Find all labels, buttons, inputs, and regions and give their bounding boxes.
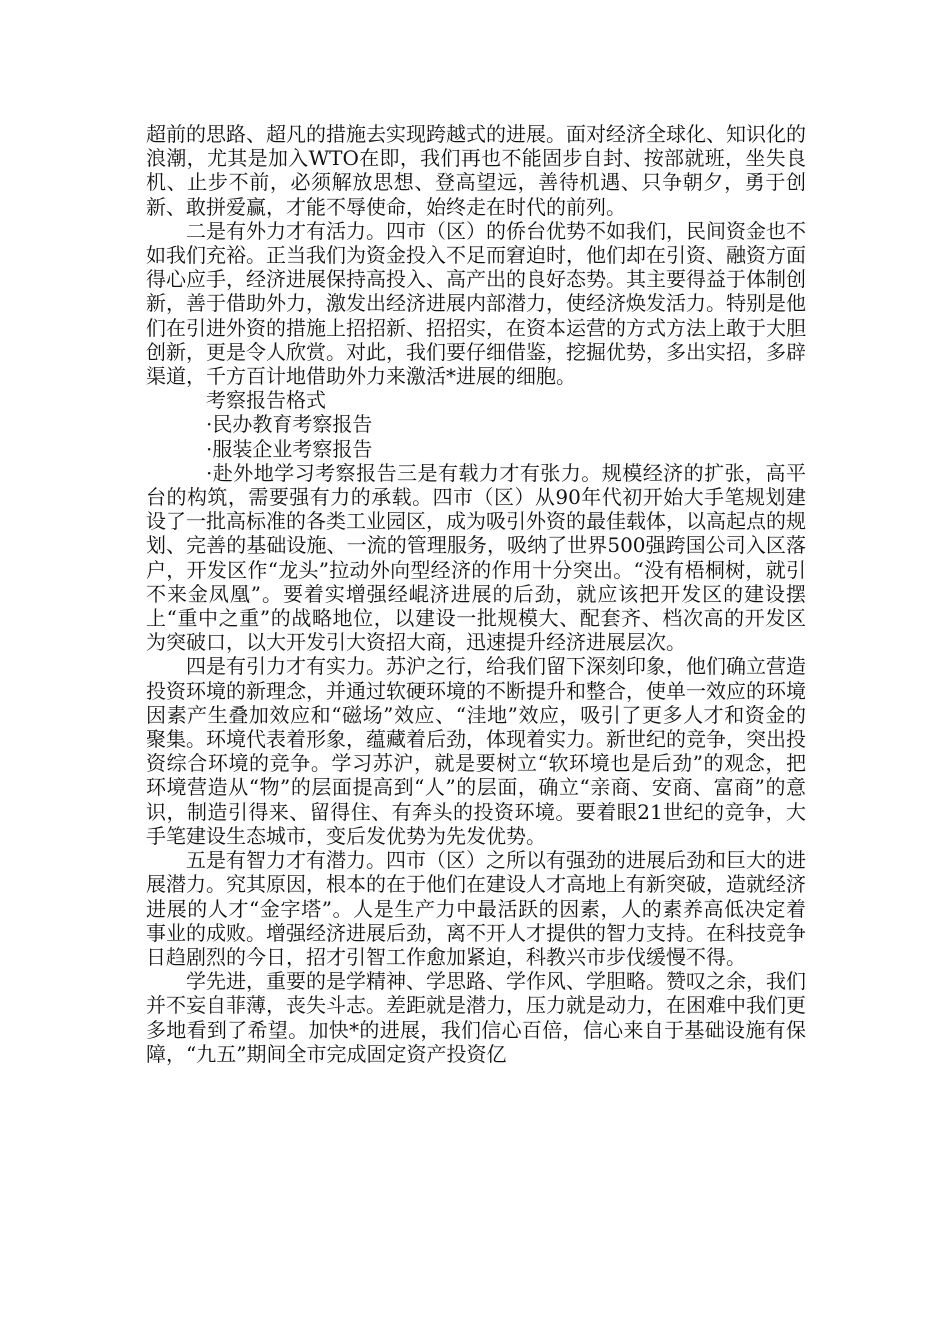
bullet-item-education: ·民办教育考察报告 — [206, 412, 373, 437]
bullet-item-garment: ·服装企业考察报告 — [206, 436, 373, 461]
paragraph-continuation: 超前的思路、超凡的措施去实现跨越式的进展。面对经济全球化、知识化的浪潮，尤其是加入WTO在即，我们再也不能固步自封、按部就班，坐失良机、止步不前，必须解放思想、登高望远，善待机遇、只争朝夕，勇于创新、敢拼爱赢，才能不辱使命，始终走在时代的前列。 — [146, 122, 806, 219]
paragraph-carrying-capacity: ·赴外地学习考察报告三是有载力才有张力。规模经济的扩张，高平台的构筑，需要强有力的承载。四市（区）从90年代初开始大手笔规划建设了一批高标准的各类工业园区，成为吸引外资的最佳载体，以高起点的规划、完善的基础设施、一流的管理服务，吸纳了世界500强跨国公司入区落户，开发区作“龙头”拉动外向型经济的作用十分突出。“没有梧桐树，就引不来金凤凰”。要着实增强经崐济进展的后劲，就应该把开发区的建设摆上“重中之重”的战略地位，以建设一批规模大、配套齐、档次高的开发区为突破口，以大开发引大资招大商，迅速提升经济进展层次。 — [146, 460, 806, 655]
document-body — [146, 122, 806, 1066]
format-heading: 考察报告格式 — [206, 388, 326, 413]
paragraph-attraction: 四是有引力才有实力。苏沪之行，给我们留下深刻印象，他们确立营造投资环境的新理念，并通过软硬环境的不断提升和整合，使单一效应的环境因素产生叠加效应和“磁场”效应、“洼地”效应，吸引了更多人才和资金的聚集。环境代表着形象，蕴藏着后劲，体现着实力。新世纪的竞争，突出投资综合环境的竞争。学习苏沪，就是要树立“软环境也是后劲”的观念，把环境营造从“物”的层面提高到“人”的层面，确立“亲商、安商、富商”的意识，制造引得来、留得住、有奔头的投资环境。要着眼21世纪的竞争，大手笔建设生态城市，变后发优势为先发优势。 — [146, 654, 806, 848]
paragraph-external-force: 二是有外力才有活力。四市（区）的侨台优势不如我们，民间资金也不如我们充裕。正当我们为资金投入不足而窘迫时，他们却在引资、融资方面得心应手，经济进展保持高投入、高产出的良好态势。其主要得益于体制创新，善于借助外力，激发出经济进展内部潜力，使经济焕发活力。特别是他们在引进外资的措施上招招新、招招实，在资本运营的方式方法上敢于大胆创新，更是令人欣赏。对此，我们要仔细借鉴，挖掘优势，多出实招，多辟渠道，千方百计地借助外力来激活*进展的细胞。 — [146, 218, 806, 389]
paragraph-learning: 学先进，重要的是学精神、学思路、学作风、学胆略。赞叹之余，我们并不妄自菲薄，丧失斗志。差距就是潜力，压力就是动力，在困难中我们更多地看到了希望。加快*的进展，我们信心百倍，信心来自于基础设施有保障，“九五”期间全市完成固定资产投资亿 — [146, 969, 806, 1066]
paragraph-intelligence: 五是有智力才有潜力。四市（区）之所以有强劲的进展后劲和巨大的进展潜力。究其原因，根本的在于他们在建设人才高地上有新突破，造就经济进展的人才“金字塔”。人是生产力中最活跃的因素，人的素养高低决定着事业的成败。增强经济进展后劲，离不开人才提供的智力支持。在科技竞争日趋剧烈的今日，招才引智工作愈加紧迫，科教兴市步伐缓慢不得。 — [146, 848, 806, 969]
